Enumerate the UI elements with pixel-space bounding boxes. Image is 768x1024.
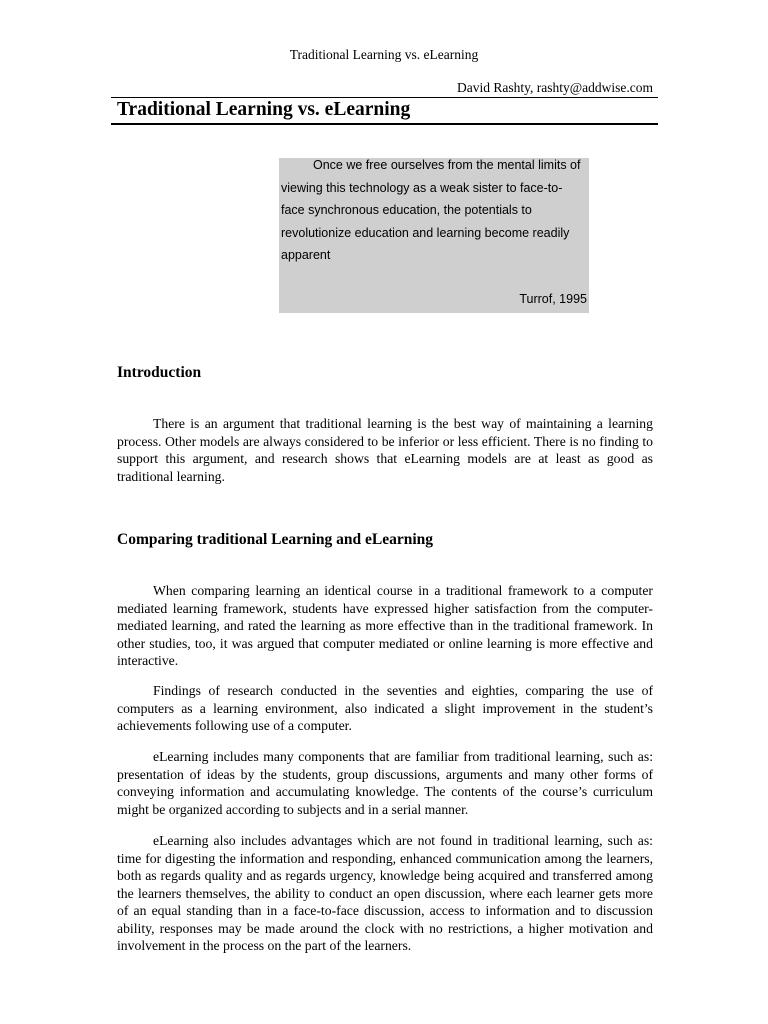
title-rule-top bbox=[111, 97, 658, 98]
paragraph-introduction: There is an argument that traditional learning is the best way of maintaining a learning process. Other models are always considered to be inferior or less efficient. There is no finding to support this argument, and research shows that eLearning models are at least as good as traditional learning. bbox=[117, 416, 653, 484]
section-heading-introduction: Introduction bbox=[117, 364, 202, 381]
title-rule-bottom bbox=[111, 123, 658, 125]
paragraph-comparing-1: When comparing learning an identical course in a traditional framework to a computer mediated learning framework, students have expressed higher satisfaction from the computer-mediated learning, and rated the learning as more effective than in the traditional framework. In other studies, too, it was argued that computer mediated or online learning is more effective and interactive. bbox=[117, 583, 653, 668]
author-line: David Rashty, rashty@addwise.com bbox=[456, 80, 653, 95]
section-heading-comparing: Comparing traditional Learning and eLearning bbox=[117, 531, 434, 548]
paragraph-comparing-2: Findings of research conducted in the seventies and eighties, comparing the use of computers as a learning environment, also indicated a slight improvement in the student’s achievements following use of a computer. bbox=[117, 683, 653, 733]
paragraph-comparing-4: eLearning also includes advantages which are not found in traditional learning, such as: time for digesting the information and responding, enhanced communication among the learners, both as regards quality and as regards urgency, knowledge being acquired and transferred among the learners themselves, the ability to conduct an open discussion, where each learner gets more of an equal standing than in a face-to-face discussion, access to information and to discussion ability, responses may be made around the clock with no restrictions, a higher motivation and involvement in the process on the part of the learners. bbox=[117, 833, 653, 953]
document-title: Traditional Learning vs. eLearning bbox=[117, 99, 411, 120]
epigraph-quote-source: Turrof, 1995 bbox=[519, 292, 587, 306]
epigraph-quote-box bbox=[279, 158, 589, 313]
paragraph-comparing-3: eLearning includes many components that are familiar from traditional learning, such as: presentation of ideas by the students, group discussions, arguments and many other forms of conveying information and accumulating knowledge. The contents of the course’s curriculum might be organized according to subjects and in a serial manner. bbox=[117, 749, 653, 817]
running-header: Traditional Learning vs. eLearning bbox=[289, 47, 479, 62]
epigraph-quote-text: Once we free ourselves from the mental limits of viewing this technology as a weak sister to face-to-face synchronous education, the potentials to revolutionize education and learning become readily apparent bbox=[281, 158, 581, 262]
